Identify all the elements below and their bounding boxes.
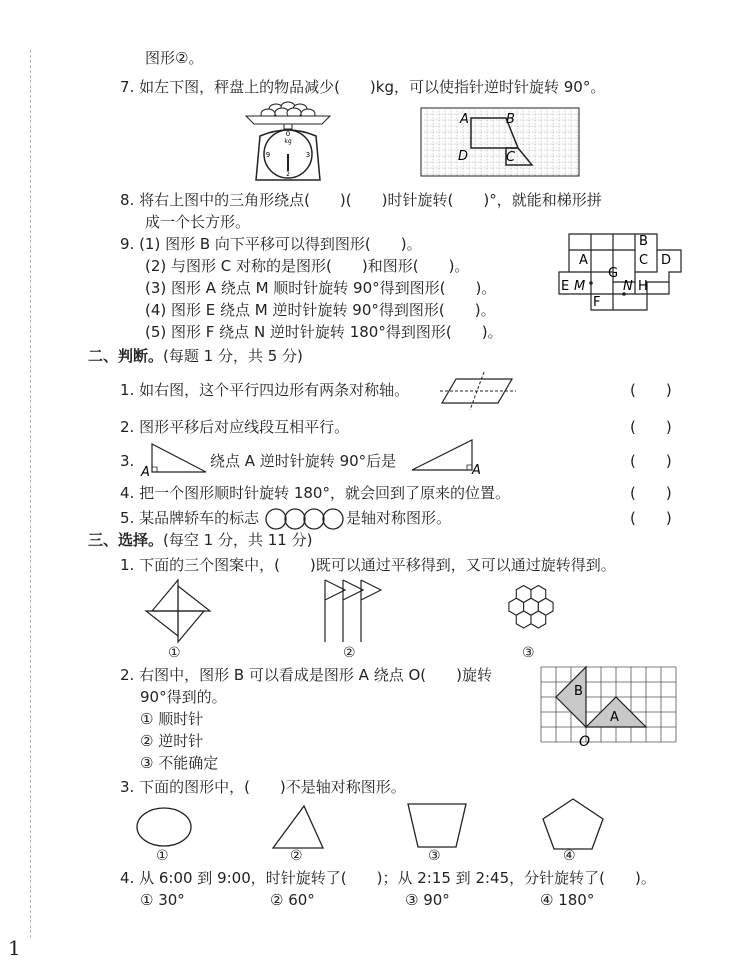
section-3-note: (每空 1 分，共 11 分) [163, 531, 313, 549]
pentagon-figure [541, 797, 605, 851]
choice-2-option-3[interactable]: ③ 不能确定 [140, 754, 219, 772]
choice-4-option-2[interactable]: ② 60° [270, 891, 315, 909]
choice-4-option-3[interactable]: ③ 90° [405, 891, 450, 909]
judge-5-text-b: 是轴对称图形。 [346, 509, 452, 527]
judge-1-answer[interactable]: ( ) [630, 381, 672, 399]
choice-2-line2: 90°得到的。 [140, 688, 227, 706]
judge-2: 2. 图形平移后对应线段互相平行。 [120, 418, 350, 436]
choice-3-label-1[interactable]: ① [156, 848, 169, 864]
binding-margin-line [30, 50, 31, 938]
label-B: B [506, 112, 515, 127]
triangle-before-label-A: A [141, 465, 150, 478]
choice-2-option-1[interactable]: ① 顺时针 [140, 710, 204, 728]
question-8-line1: 8. 将右上图中的三角形绕点( )( )时针旋转( )°，就能和梯形拼 [120, 191, 602, 209]
label-A: A [460, 112, 469, 127]
dial-label-3: 3 [305, 151, 311, 159]
question-9-2: (2) 与图形 C 对称的是图形( )和图形( )。 [145, 257, 470, 275]
judge-3-number: 3. [120, 452, 135, 470]
label-C: C [506, 150, 516, 165]
pinwheel-figure [140, 578, 216, 644]
judge-1: 1. 如右图，这个平行四边形有两条对称轴。 [120, 381, 410, 399]
hexagon-cell [516, 611, 531, 628]
dial-unit: kg [284, 138, 292, 145]
puzzle-shapes-figure [557, 228, 692, 316]
hexagon-cell [531, 611, 546, 628]
choice-2-option-2[interactable]: ② 逆时针 [140, 732, 204, 750]
question-9-5: (5) 图形 F 绕点 N 逆时针旋转 180°得到图形( )。 [145, 323, 503, 341]
rotation-label-O: O [579, 734, 591, 750]
choice-3: 3. 下面的图形中，( )不是轴对称图形。 [120, 778, 406, 796]
choice-3-label-2[interactable]: ② [290, 848, 303, 864]
puzzle-label-D: D [661, 253, 672, 268]
judge-4-answer[interactable]: ( ) [630, 484, 672, 502]
judge-3-answer[interactable]: ( ) [630, 452, 672, 470]
trapezoid-figure [406, 801, 468, 849]
puzzle-label-A: A [579, 253, 588, 268]
puzzle-label-F: F [593, 295, 601, 310]
question-7: 7. 如左下图，秤盘上的物品减少( )kg，可以使指针逆时针旋转 90°。 [120, 78, 606, 96]
section-3-heading [88, 530, 312, 550]
rotation-grid-figure [540, 657, 690, 757]
question-9-3: (3) 图形 A 绕点 M 顺时针旋转 90°得到图形( )。 [145, 279, 497, 297]
choice-1-label-2[interactable]: ② [343, 645, 356, 661]
choice-3-label-3[interactable]: ③ [428, 848, 441, 864]
choice-1-label-3[interactable]: ③ [522, 645, 535, 661]
parallelogram-figure [440, 371, 516, 411]
flags-figure [315, 576, 395, 644]
ellipse-figure [134, 805, 194, 849]
section-2-heading [88, 346, 303, 366]
dial-label-2: 2 [286, 171, 290, 178]
judge-3-text: 绕点 A 逆时针旋转 90°后是 [210, 452, 397, 470]
triangle-before-figure [140, 440, 208, 478]
puzzle-label-G: G [608, 266, 619, 281]
dial-label-0: 0 [285, 130, 291, 138]
question-8-line2: 成一个长方形。 [145, 213, 251, 231]
scale-figure [238, 96, 338, 188]
section-2-title: 二、判断。 [88, 347, 164, 365]
judge-5-text-a: 5. 某品牌轿车的标志 [120, 509, 260, 527]
puzzle-label-H: H [638, 279, 648, 294]
choice-4: 4. 从 6:00 到 9:00，时针旋转了( )；从 2:15 到 2:45，分针旋转了( )。 [120, 869, 656, 887]
judge-4: 4. 把一个图形顺时针旋转 180°，就会回到了原来的位置。 [120, 484, 510, 502]
choice-2-line1: 2. 右图中，图形 B 可以看成是图形 A 绕点 O( )旋转 [120, 666, 492, 684]
dial-label-9: 9 [265, 151, 271, 159]
puzzle-label-E: E [561, 279, 570, 294]
choice-1: 1. 下面的三个图案中，( )既可以通过平移得到，又可以通过旋转得到。 [120, 556, 616, 574]
puzzle-label-N: N [623, 279, 633, 294]
judge-2-answer[interactable]: ( ) [630, 418, 672, 436]
triangle-after-label-A: A [472, 463, 481, 477]
rotation-label-B: B [574, 684, 583, 699]
puzzle-label-M: M [574, 279, 586, 294]
puzzle-label-B: B [639, 234, 648, 249]
choice-4-option-4[interactable]: ④ 180° [540, 891, 595, 909]
label-D: D [458, 149, 469, 164]
question-9-1: 9. (1) 图形 B 向下平移可以得到图形( )。 [120, 235, 422, 253]
rotation-label-A: A [610, 710, 619, 725]
page-number: 1 [8, 936, 21, 960]
judge-5-answer[interactable]: ( ) [630, 509, 672, 527]
triangle-figure [270, 803, 326, 851]
choice-1-label-1[interactable]: ① [168, 645, 181, 661]
car-logo-rings [263, 507, 347, 531]
continuation-text: 图形②。 [145, 49, 204, 67]
question-9-4: (4) 图形 E 绕点 M 逆时针旋转 90°得到图形( )。 [145, 301, 496, 319]
triangle-after-figure [410, 437, 490, 477]
section-3-title: 三、选择。 [88, 531, 164, 549]
puzzle-label-C: C [639, 253, 649, 268]
section-2-note: (每题 1 分，共 5 分) [163, 347, 303, 365]
choice-3-label-4[interactable]: ④ [563, 848, 576, 864]
grid-trapezoid-figure [420, 107, 580, 177]
choice-4-option-1[interactable]: ① 30° [140, 891, 185, 909]
hexagons-figure [496, 583, 566, 643]
